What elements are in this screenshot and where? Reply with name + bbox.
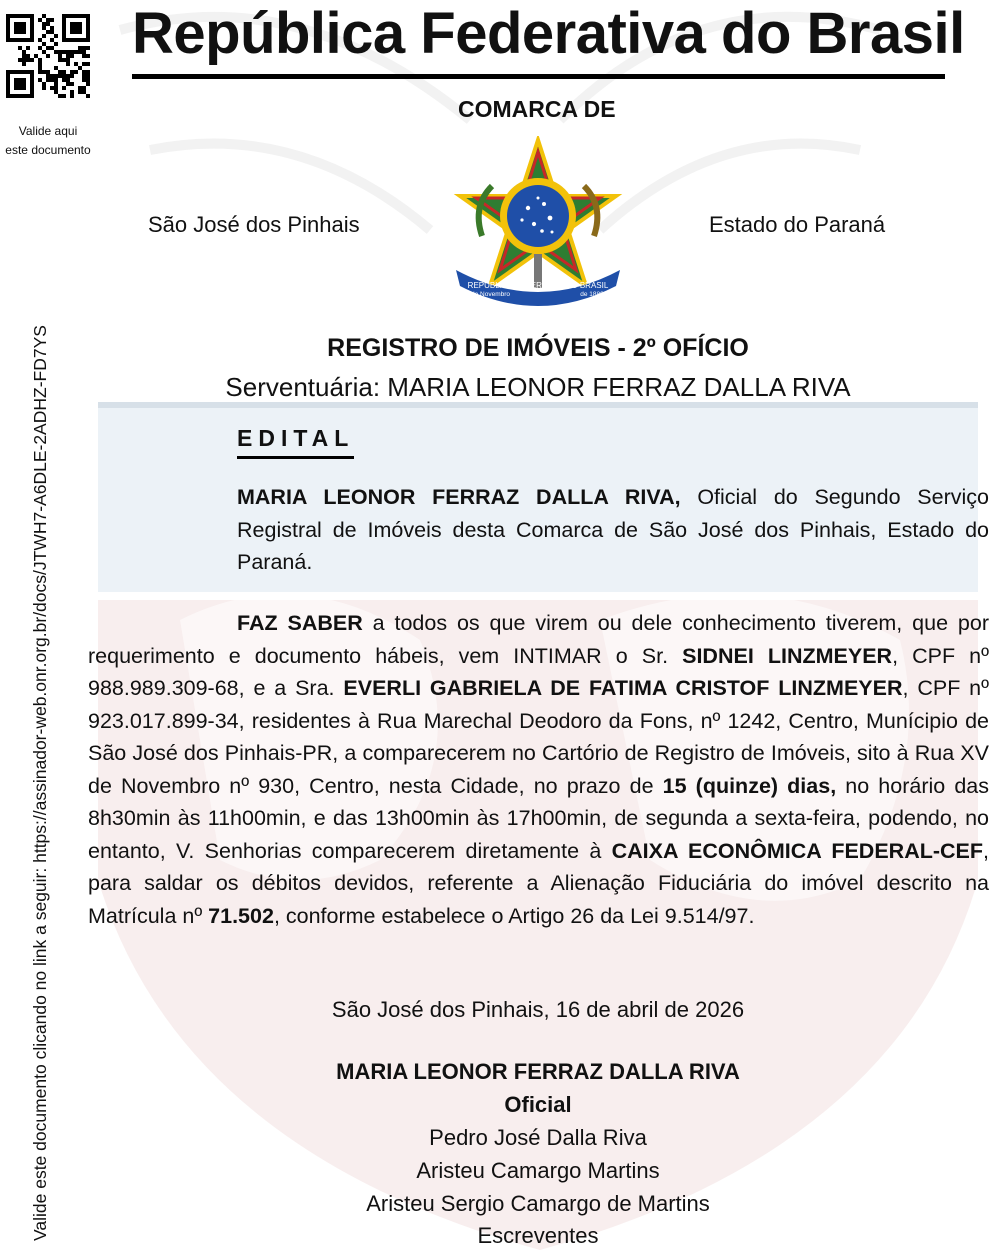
notice-bold-run: SIDNEI LINZMEYER (682, 643, 893, 668)
notice-bold-run: CAIXA ECONÔMICA FEDERAL-CEF (611, 838, 984, 863)
signatory-name: MARIA LEONOR FERRAZ DALLA RIVA (336, 1059, 740, 1084)
date-line: São José dos Pinhais, 16 de abril de 2026 (331, 997, 745, 1022)
qr-caption-line1: Valide aqui (18, 124, 78, 138)
notice-text-run: a todos os que virem ou dele conhecimento tiverem, que por requerimento e documento hábeis, vem INTIMAR o Sr. (88, 611, 989, 668)
official-name: MARIA LEONOR FERRAZ DALLA RIVA, (237, 485, 681, 509)
clerks-role: Escreventes (477, 1223, 599, 1248)
seal-ribbon-left: 15 de Novembro (461, 291, 511, 298)
signatory-role: Oficial (504, 1092, 572, 1117)
notice-text-run: , CPF nº 988.989.309-68, e a Sra. (88, 643, 989, 700)
comarca-label: COMARCA DE (458, 96, 616, 122)
clerk-1: Pedro José Dalla Riva (429, 1125, 647, 1150)
page-title: República Federativa do Brasil (132, 1, 965, 66)
serventuaria: Serventuária: MARIA LEONOR FERRAZ DALLA RIVA (225, 372, 851, 402)
notice-paragraph (88, 607, 989, 932)
intro-text: Oficial do Segundo Serviço Registral de Imóveis desta Comarca de São José dos Pinhais, Estado do Paraná. (237, 485, 989, 574)
clerk-2: Aristeu Camargo Martins (416, 1158, 660, 1183)
seal-ribbon-right: de 1889 (580, 291, 604, 298)
notice-text-run: no horário das 8h30min às 11h00min, e das 13h00min às 17h00min, de segunda a sexta-feira, podendo, no entanto, V. Senhorias comparecerem diretamente à (88, 773, 989, 863)
notice-bold-run: 15 (quinze) dias, (662, 773, 837, 798)
city-name: São José dos Pinhais (148, 212, 360, 237)
notice-text-run: , conforme estabelece o Artigo 26 da Lei 9.514/97. (273, 903, 755, 928)
qr-caption-line2: este documento (5, 143, 91, 157)
notice-bold-run: FAZ SABER (237, 611, 363, 635)
notice-text-run: , para saldar os débitos devidos, referente a Alienação Fiduciária do imóvel descrito na Matrícula nº (88, 838, 989, 928)
office-name: REGISTRO DE IMÓVEIS - 2º OFÍCIO (327, 334, 749, 362)
qr-caption (0, 122, 96, 160)
edital-heading: EDITAL (237, 425, 355, 451)
qr-code[interactable] (6, 14, 90, 98)
notice-bold-run: 71.502 (208, 903, 274, 928)
validation-link-text[interactable]: Valide este documento clicando no link a seguir: https://assinador-web.onr.org.br/docs/JTWH7-A6DLE-2ADHZ-FD7YS (30, 325, 50, 1241)
notice-text-run: , CPF nº 923.017.899-34, residentes à Rua Marechal Deodoro da Fons, nº 1242, Centro, Munícipio de São José dos Pinhais-PR, a comparecerem no Cartório de Registro de Imóveis, sito à Rua XV de Novembro nº 930, Centro, nesta Cidade, no prazo de (88, 676, 989, 798)
seal-ribbon-text: REPÚBLICA FEDERATIVA DO BRASIL (467, 281, 609, 290)
coat-of-arms-icon (452, 136, 624, 308)
notice-bold-run: EVERLI GABRIELA DE FATIMA CRISTOF LINZMEYER (343, 676, 903, 700)
state-name: Estado do Paraná (709, 212, 886, 237)
title-underline (132, 74, 945, 79)
intro-paragraph (237, 481, 989, 579)
edital-underline (237, 456, 354, 459)
clerk-3: Aristeu Sergio Camargo de Martins (366, 1191, 710, 1216)
